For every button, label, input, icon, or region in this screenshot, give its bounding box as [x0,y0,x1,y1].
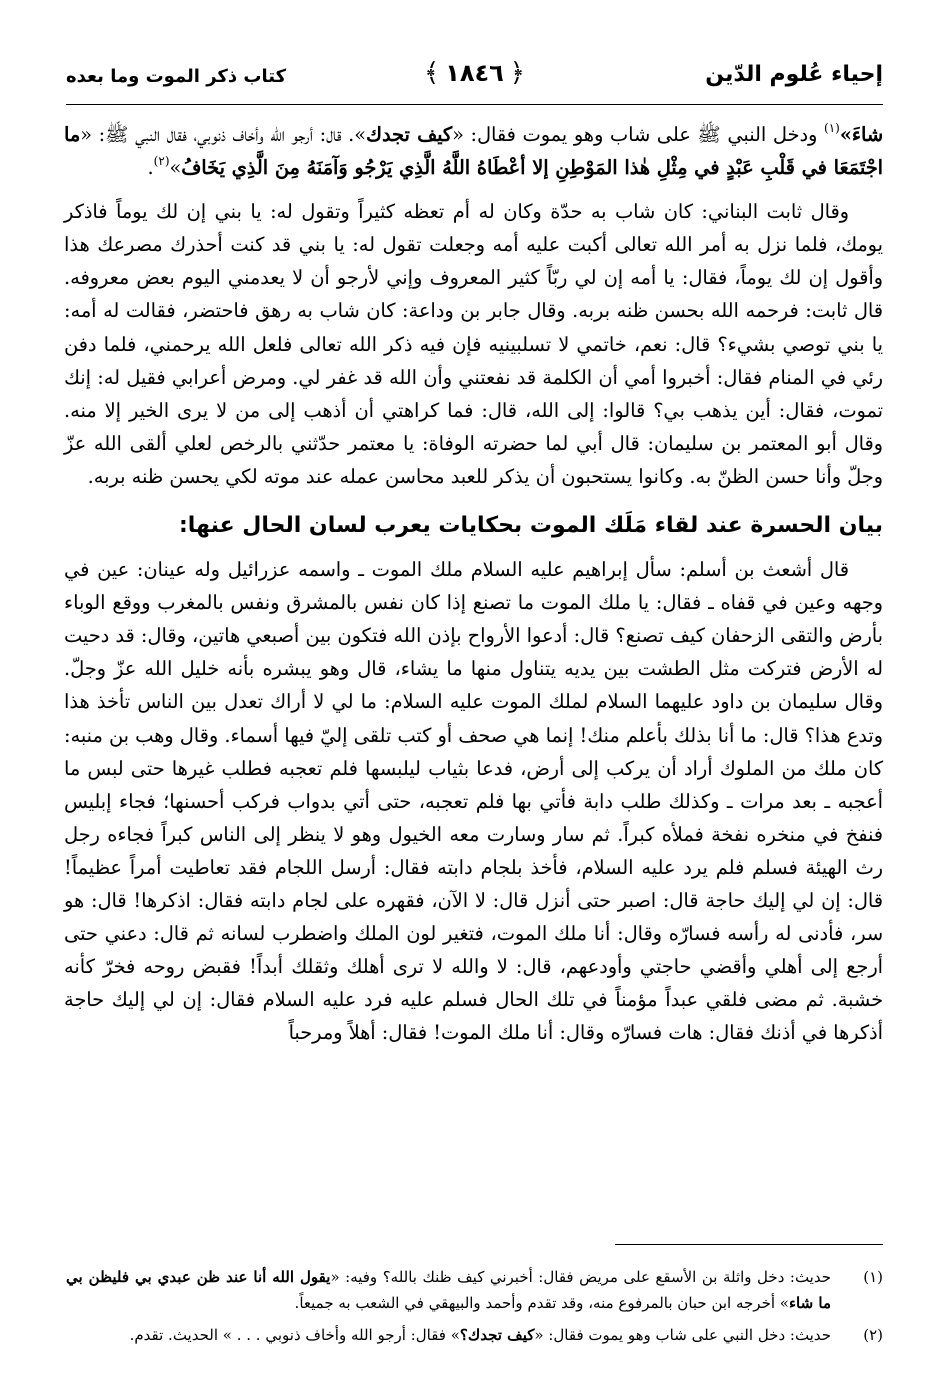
footnote-2-text [66,1322,831,1348]
paragraph-2: وقال ثابت البناني: كان شاب به حدّة وكان له أم تعظه كثيراً وتقول له: يا بني إن لك يوماً فاذكر يومك، فلما نزل به أمر الله تعالى أكبت عليه أمه وجعلت تقول له: يا بني قد كنت أحذرك مصرعك هذا وأقول إن لك يوماً، فقال: يا أمه إن لي ربّاً كثير المعروف وإني لأرجو أن لا يعدمني اليوم بعض معروفه. قال ثابت: فرحمه الله بحسن ظنه بربه. وقال جابر بن وداعة: كان شاب به رهق فاحتضر، فقالت له أمه: يا بني توصي بشيء؟ قال: نعم، خاتمي لا تسلبينيه فإن فيه ذكر الله تعالى فلعل الله يرحمني، فلما دفن رئي في المنام فقال: أخبروا أمي أن الكلمة قد نفعتني وأن الله قد غفر لي. ومرض أعرابي فقيل له: إنك تموت، فقال: أين يذهب بي؟ قالوا: إلى الله، قال: فما كراهتي أن أذهب إلى من لا يرى الخير إلا منه. وقال أبو المعتمر بن سليمان: قال أبي لما حضرته الوفاة: يا معتمر حدّثني بالرخص لعلي ألقى الله عزّ وجلّ وأنا حسن الظنّ به. وكانوا يستحبون أن يذكر للعبد محاسن عمله عند موته لكي يحسن ظنه بربه. [64,200,883,488]
ornament-right-icon: ﴿ [509,58,526,88]
paragraph-1-opening: شاءَ» [839,123,883,146]
paragraph-1-text-2: ». قال: أرجو الله وأخاف ذنوبي، فقال النبي ﷺ: « [80,123,367,146]
footnote-2-text-b: » فقال: أرجو الله وأخاف ذنوبي . . . » الحديث. تقدم. [129,1326,460,1344]
chapter-title: كتاب ذكر الموت وما بعده [66,66,287,87]
book-title: إحياء عُلوم الدّين [705,62,883,87]
paragraph-1-text-3: » [169,156,182,180]
paragraph-1-end: . [147,156,154,180]
main-text [64,118,883,1049]
footnote-ref-1[interactable]: (١) [824,121,840,135]
paragraph-1 [64,118,883,184]
footnote-1-text-a: حديث: دخل واثلة بن الأسقع على مريض فقال: أخبرني كيف ظنك بالله؟ وفيه: « [330,1268,831,1286]
footnote-2-text-a: حديث: دخل النبي على شاب وهو يموت فقال: « [534,1326,831,1344]
footnote-1-text-b: » أخرجه ابن حبان بالمرفوع منه، وقد تقدم وأحمد والبيهقي في الشعب به جميعاً. [294,1294,789,1312]
footnote-2-quote: كيف تجدك؟ [459,1326,535,1344]
hadith-quote-1: كيف تجدك [366,123,453,146]
page-number: ١٨٤٦ [445,59,504,87]
footnote-1-text [66,1264,831,1316]
running-header [66,58,883,102]
footnote-divider [615,1244,883,1245]
section-heading: بيان الحسرة عند لقاء مَلَك الموت بحكايات يعرب لسان الحال عنها: [179,513,883,539]
header-divider [66,104,883,105]
footnote-1 [66,1264,883,1316]
paragraph-1-text-1: ودخل النبي ﷺ على شاب وهو يموت فقال: « [452,123,825,146]
hadith-quote-2: ما اجْتَمَعَا في قَلْبِ عَبْدٍ في مِثْلِ هٰذا المَوْطِنِ إلا أعْطَاهُ اللَّهُ الَّذِي يَرْجُو وَآمَنَهُ مِنَ الَّذِي يَخَافُ [64,123,883,180]
ornament-left-icon: ﴾ [423,58,440,88]
footnote-1-number: (١) [863,1268,883,1286]
paragraph-gap [64,184,883,195]
footnotes [66,1264,883,1354]
paragraph-3: قال أشعث بن أسلم: سأل إبراهيم عليه السلام ملك الموت ـ واسمه عزرائيل وله عينان: عين في وجهه وعين في قفاه ـ فقال: يا ملك الموت ما تصنع إذا كان نفس بالمشرق ونفس بالمغرب ووقع الوباء بأرض والتقى الزحفان كيف تصنع؟ قال: أدعوا الأرواح بإذن الله فتكون بين أصبعي هاتين، وقال: قد دحيت له الأرض فتركت مثل الطشت بين يديه يتناول منها ما يشاء، قال وهو يبشره بأنه خليل الله عزّ وجلّ. وقال سليمان بن داود عليهما السلام لملك الموت عليه السلام: ما لي لا أراك تعدل بين الناس تأخذ هذا وتدع هذا؟ قال: ما أنا بذلك بأعلم منك! إنما هي صحف أو كتب تلقى إليّ فيها أسماء. وقال وهب بن منبه: كان ملك من الملوك أراد أن يركب إلى أرض، فدعا بثياب ليلبسها فلم تعجبه فطلب غيرها حتى لبس ما أعجبه ـ بعد مرات ـ وكذلك طلب دابة فأتي بها فلم تعجبه، حتى أتي بدواب فركب أحسنها؛ فجاء إبليس فنفخ في منخره نفخة فملأه كبراً. ثم سار وسارت معه الخيول وهو لا ينظر إلى الناس كبراً فجاءه رجل رث الهيئة فسلم فلم يرد عليه السلام، فأخذ بلجام دابته فقال: أرسل اللجام فقد تعاطيت أمراً عظيماً! قال: إن لي إليك حاجة قال: اصبر حتى أنزل قال: لا الآن، فقهره على لجام دابته فقال: اذكرها! قال: هو سر، فأدنى له رأسه فسارّه وقال: أنا ملك الموت، فتغير لون الملك واضطرب لسانه ثم قال: دعني حتى أرجع إلى أهلي وأقضي حاجتي وأودعهم، قال: لا والله لا ترى أهلك وثقلك أبداً! فقبض روحه فخرّ كأنه خشبة. ثم مضى فلقي عبداً مؤمناً في تلك الحال فسلم عليه فرد عليه السلام فقال: إن لي إليك حاجة أذكرها في أذنك فقال: هات فسارّه وقال: أنا ملك الموت! فقال: أهلاً ومرحباً [64,558,883,1045]
footnote-2 [66,1322,883,1348]
footnote-2-number: (٢) [863,1326,883,1344]
footnote-ref-2[interactable]: (٢) [153,154,170,169]
footnote-1-quote: يقول الله أنا عند ظن عبدي بي فليظن بي ما شاء [66,1268,831,1312]
page-number-block [424,58,525,88]
